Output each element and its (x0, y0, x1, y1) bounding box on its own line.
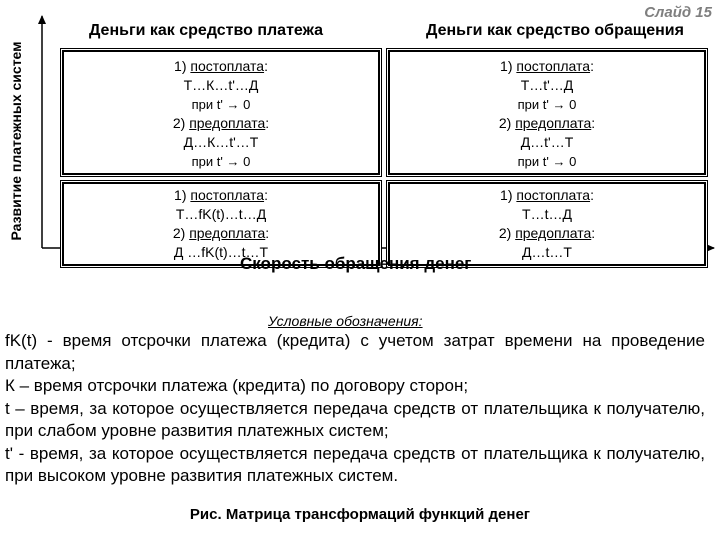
figure-caption: Рис. Матрица трансформаций функций денег (189, 506, 531, 523)
legend-item: К – время отсрочки платежа (кредита) по договору сторон; (5, 376, 469, 395)
column-header-circulation: Деньги как средство обращения (426, 22, 684, 39)
legend-item: t' - время, за которое осуществляется передача средств от плательщика к получателю, при высоком уровне развития платежных систем. (5, 443, 705, 485)
legend-item: t – время, за которое осуществляется передача средств от плательщика к получателю, при слабом уровне развития платежных систем; (5, 398, 705, 440)
matrix-cell-top-left: 1) постоплата: Т…К…t'…Д при t' → 0 2) предоплата: Д…К…t'…Т при t' → 0 (62, 50, 380, 175)
slide-number: Слайд 15 (644, 4, 712, 21)
y-axis-label: Развитие платежных систем (8, 41, 24, 241)
matrix-cell-bottom-right: 1) постоплата: Т…t…Д 2) предоплата: Д…t…Т (388, 182, 706, 266)
x-axis-label: Скорость обращения денег (240, 254, 472, 273)
column-header-payment: Деньги как средство платежа (88, 22, 324, 39)
legend-item: fK(t) - время отсрочки платежа (кредита) с учетом затрат времени на проведение платежа; (5, 331, 705, 373)
matrix-cell-top-right: 1) постоплата: Т…t'…Д при t' → 0 2) предоплата: Д…t'…Т при t' → 0 (388, 50, 706, 175)
legend (5, 330, 705, 488)
legend-title: Условные обозначения: (268, 313, 423, 329)
matrix-cell-bottom-left: 1) постоплата: Т…fK(t)…t…Д 2) предоплата: Д …fK(t)…t…Т (62, 182, 380, 266)
